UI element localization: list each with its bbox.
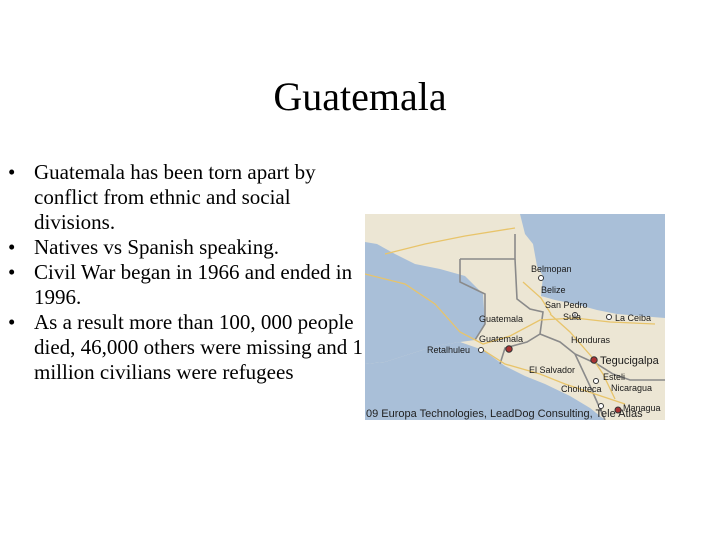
map-label-sula: Sula xyxy=(563,312,582,322)
map-label-guatemala-country: Guatemala xyxy=(479,314,524,324)
map-label-esteli: Esteli xyxy=(603,372,626,382)
map-label-san-pedro: San Pedro xyxy=(545,300,588,310)
map-label-belize: Belize xyxy=(541,285,566,295)
map-label-el-salvador: El Salvador xyxy=(529,365,576,375)
map-label-belmopan: Belmopan xyxy=(531,264,572,274)
map-image xyxy=(365,214,665,420)
bullet-item xyxy=(8,260,363,310)
bullet-item xyxy=(8,310,363,385)
bullet-text: Natives vs Spanish speaking. xyxy=(34,235,279,259)
bullet-symbol: • xyxy=(8,235,16,259)
bullet-item xyxy=(8,160,363,235)
map-label-honduras: Honduras xyxy=(571,335,611,345)
bullet-text: Civil War began in 1966 and ended in 1996. xyxy=(34,260,353,309)
bullet-item xyxy=(8,235,363,260)
slide-title: Guatemala xyxy=(273,74,447,119)
bullet-symbol: • xyxy=(8,260,16,284)
map-label-retalhuleu: Retalhuleu xyxy=(427,345,471,355)
map-svg xyxy=(365,214,665,420)
bullet-symbol: • xyxy=(8,160,16,184)
map-copyright: 09 Europa Technologies, LeadDog Consulting, Tele Atlas xyxy=(366,408,643,420)
map-label-managua: Managua xyxy=(623,403,661,413)
map-label-nicaragua: Nicaragua xyxy=(611,383,653,393)
bullet-symbol: • xyxy=(8,310,16,334)
map-label-choluteca: Choluteca xyxy=(561,384,602,394)
map-label-tegucigalpa: Tegucigalpa xyxy=(600,355,659,367)
bullet-list xyxy=(8,160,363,385)
map-label-guatemala-city: Guatemala xyxy=(479,334,524,344)
map-label-la-ceiba: La Ceiba xyxy=(615,313,652,323)
bullet-text: Guatemala has been torn apart by conflict from ethnic and social divisions. xyxy=(34,160,316,234)
bullet-text: As a result more than 100, 000 people died, 46,000 others were missing and 1 million civilians were refugees xyxy=(34,310,363,384)
